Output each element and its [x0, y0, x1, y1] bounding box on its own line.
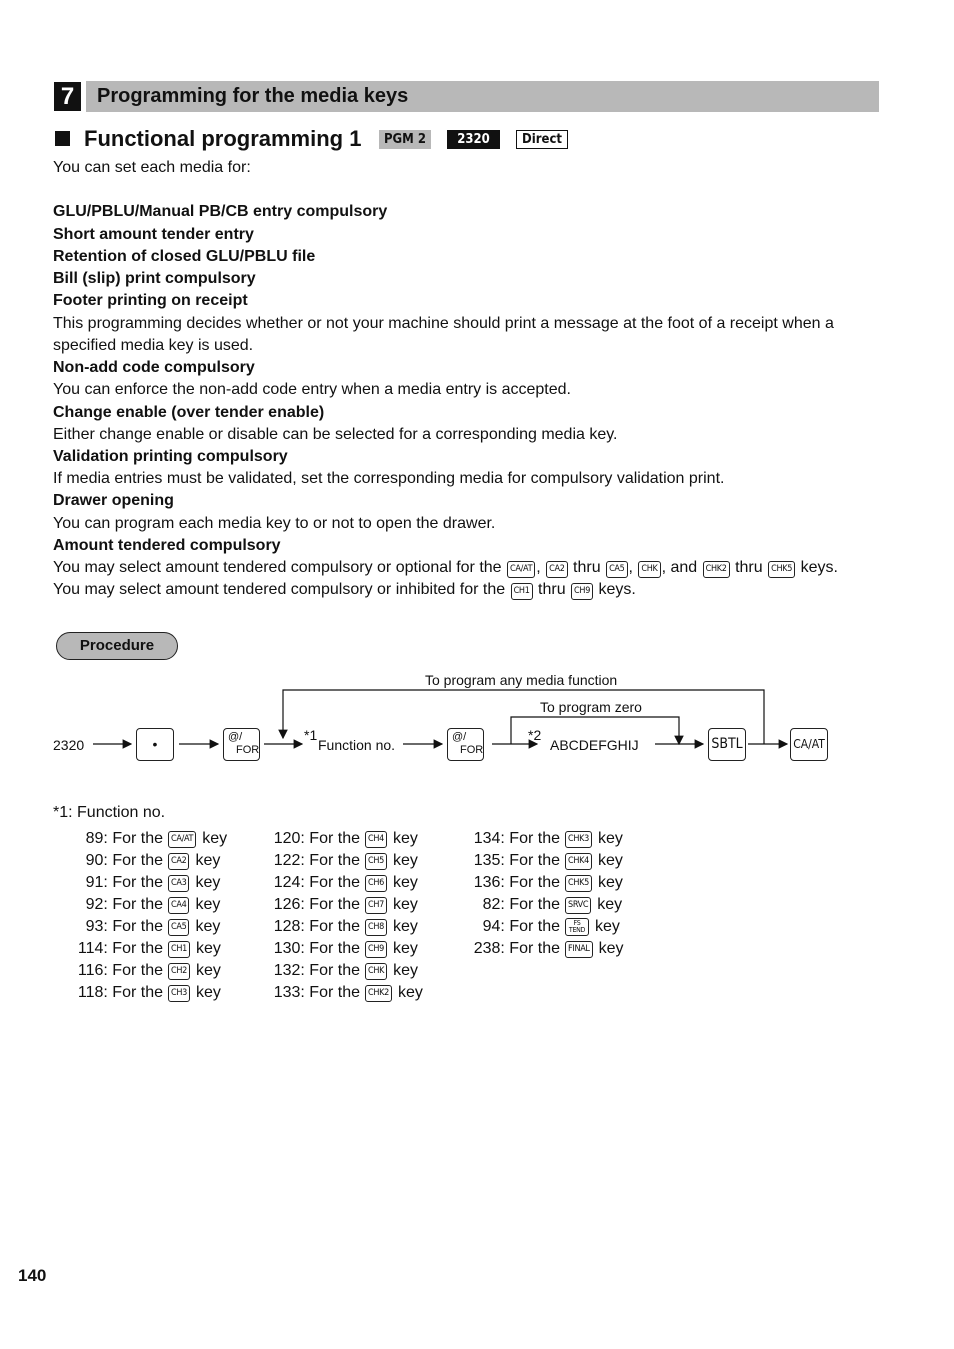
- media-key-icon: CA3: [168, 875, 189, 892]
- subsection-title: Functional programming 1: [84, 126, 362, 151]
- function-row: [53, 828, 233, 850]
- sbtl-key-icon: SBTL: [708, 728, 746, 761]
- media-key-icon: CA4: [168, 897, 189, 914]
- function-row: [250, 960, 430, 982]
- media-key-icon: CH9: [365, 941, 387, 958]
- function-number: 94: For the: [482, 918, 560, 935]
- function-list-column: [250, 828, 430, 1004]
- function-suffix: key: [598, 940, 624, 957]
- function-row: [450, 828, 630, 850]
- function-suffix: key: [393, 874, 418, 891]
- loop-label-zero: To program zero: [540, 699, 642, 715]
- function-number: 130: For the: [273, 940, 360, 957]
- function-suffix: key: [393, 940, 418, 957]
- function-row: [53, 982, 233, 1004]
- function-number: 90: For the: [85, 852, 163, 869]
- function-row: [250, 850, 430, 872]
- amount-line-2: You may select amount tendered compulsory or inhibited for the CH1 thru CH9 keys.: [53, 581, 636, 598]
- mode-tag-code: 2320: [447, 130, 500, 149]
- page-number: 140: [18, 1266, 47, 1285]
- loop-label-any: To program any media function: [425, 672, 618, 688]
- item-text: If media entries must be validated, set the corresponding media for compulsory validation print.: [53, 470, 725, 487]
- procedure-label: Procedure: [56, 632, 178, 660]
- ca-at-key-icon: CA/AT: [507, 561, 535, 578]
- abc-label: ABCDEFGHIJ: [550, 737, 639, 753]
- function-row: [53, 872, 233, 894]
- function-row: [250, 916, 430, 938]
- dot-key-icon: •: [136, 728, 174, 761]
- chk-key-icon: CHK: [638, 561, 660, 578]
- function-suffix: key: [202, 830, 228, 847]
- note1-mark: *1: [304, 727, 318, 743]
- function-suffix: key: [393, 896, 418, 913]
- function-number: 126: For the: [273, 896, 360, 913]
- media-key-icon: CA5: [168, 919, 189, 936]
- media-key-icon: CH3: [168, 985, 190, 1002]
- item-heading: Footer printing on receipt: [53, 292, 248, 309]
- item-text: This programming decides whether or not your machine should print a message at the foot of a receipt when a: [53, 315, 834, 332]
- item-heading: GLU/PBLU/Manual PB/CB entry compulsory: [53, 203, 388, 220]
- function-suffix: key: [196, 940, 221, 957]
- function-suffix: key: [598, 830, 623, 847]
- function-suffix: key: [598, 874, 623, 891]
- function-row: [250, 872, 430, 894]
- function-row: [53, 894, 233, 916]
- item-heading: Short amount tender entry: [53, 226, 254, 243]
- media-key-icon: FINAL: [565, 941, 593, 958]
- function-suffix: key: [195, 852, 221, 869]
- item-heading: Retention of closed GLU/PBLU file: [53, 248, 316, 265]
- media-key-icon: CH4: [365, 831, 387, 848]
- function-suffix: key: [393, 830, 418, 847]
- function-number: 124: For the: [273, 874, 360, 891]
- function-number: 116: For the: [77, 962, 163, 979]
- function-number: 118: For the: [77, 984, 163, 1001]
- function-number: 91: For the: [85, 874, 163, 891]
- function-list-column: [53, 828, 233, 1004]
- chk2-key-icon: CHK2: [703, 561, 730, 578]
- media-key-icon: CHK: [365, 963, 387, 980]
- media-key-icon: CH1: [168, 941, 190, 958]
- function-number: 134: For the: [473, 830, 560, 847]
- section-title: Programming for the media keys: [97, 85, 409, 107]
- function-suffix: key: [393, 852, 418, 869]
- function-number: 136: For the: [473, 874, 560, 891]
- note2-mark: *2: [528, 727, 542, 743]
- function-suffix: key: [598, 852, 623, 869]
- function-number: 132: For the: [273, 962, 360, 979]
- function-suffix: key: [393, 918, 418, 935]
- function-suffix: key: [195, 896, 221, 913]
- bullet-square-icon: [55, 131, 70, 146]
- function-list-column: [450, 828, 630, 960]
- function-number: 128: For the: [273, 918, 360, 935]
- function-row: [53, 916, 233, 938]
- function-number: 89: For the: [85, 830, 163, 847]
- ch1-key-icon: CH1: [511, 583, 533, 600]
- ca2-key-icon: CA2: [546, 561, 567, 578]
- function-row: [250, 894, 430, 916]
- start-code: 2320: [53, 737, 85, 753]
- section-number: 7: [54, 82, 81, 111]
- function-number: 93: For the: [85, 918, 163, 935]
- function-number: 135: For the: [473, 852, 560, 869]
- function-number: 238: For the: [473, 940, 560, 957]
- function-suffix: key: [196, 984, 221, 1001]
- media-key-icon: CHK3: [565, 831, 592, 848]
- item-text: You can enforce the non-add code entry when a media entry is accepted.: [53, 381, 571, 398]
- media-key-icon: CHK5: [565, 875, 592, 892]
- item-heading: Drawer opening: [53, 492, 174, 509]
- function-no-note: *1: Function no.: [53, 804, 166, 821]
- media-key-icon: CH5: [365, 853, 387, 870]
- function-number: 114: For the: [77, 940, 163, 957]
- function-row: [450, 894, 630, 916]
- function-number: 122: For the: [273, 852, 360, 869]
- function-suffix: key: [398, 984, 423, 1001]
- item-heading: Non-add code compulsory: [53, 359, 255, 376]
- ca-at-key-icon: CA/AT: [790, 728, 828, 761]
- function-suffix: key: [595, 918, 620, 935]
- amount-line-1: You may select amount tendered compulsory or optional for the CA/AT , CA2 thru CA5 , CHK , and CHK2 thru CHK5 keys.: [53, 559, 838, 576]
- function-suffix: key: [195, 874, 221, 891]
- media-key-icon: CH6: [365, 875, 387, 892]
- function-row: [53, 850, 233, 872]
- media-key-icon: CA/AT: [168, 831, 196, 848]
- mode-tag-direct: Direct: [516, 130, 568, 149]
- item-text: specified media key is used.: [53, 337, 254, 354]
- media-key-icon: FS TEND: [565, 918, 589, 936]
- function-suffix: key: [195, 918, 221, 935]
- function-number: 82: For the: [482, 896, 560, 913]
- function-suffix: key: [597, 896, 623, 913]
- mode-tag-pgm: PGM 2: [379, 130, 431, 149]
- for-key-icon: @/ FOR: [447, 728, 484, 761]
- for-key-icon: @/ FOR: [223, 728, 260, 761]
- chk5-key-icon: CHK5: [768, 561, 795, 578]
- function-row: [53, 960, 233, 982]
- function-suffix: key: [196, 962, 221, 979]
- media-key-icon: CH7: [365, 897, 387, 914]
- function-number: 120: For the: [273, 830, 360, 847]
- item-heading: Bill (slip) print compulsory: [53, 270, 256, 287]
- function-row: [450, 872, 630, 894]
- media-key-icon: CHK4: [565, 853, 592, 870]
- intro-text: You can set each media for:: [53, 159, 251, 176]
- media-key-icon: CH8: [365, 919, 387, 936]
- function-row: [250, 828, 430, 850]
- item-heading: Validation printing compulsory: [53, 448, 288, 465]
- item-heading: Change enable (over tender enable): [53, 404, 325, 421]
- function-number: 133: For the: [273, 984, 360, 1001]
- function-suffix: key: [393, 962, 419, 979]
- item-text: Either change enable or disable can be selected for a corresponding media key.: [53, 426, 618, 443]
- function-row: [450, 916, 630, 938]
- media-key-icon: CHK2: [365, 985, 392, 1002]
- media-key-icon: CA2: [168, 853, 189, 870]
- item-text: You can program each media key to or not to open the drawer.: [53, 515, 496, 532]
- item-heading: Amount tendered compulsory: [53, 537, 281, 554]
- function-row: [250, 982, 430, 1004]
- function-row: [450, 850, 630, 872]
- function-row: [53, 938, 233, 960]
- function-row: [450, 938, 630, 960]
- ch9-key-icon: CH9: [571, 583, 593, 600]
- function-no-label: Function no.: [318, 737, 396, 753]
- media-key-icon: SRVC: [565, 897, 591, 914]
- ca5-key-icon: CA5: [606, 561, 627, 578]
- function-row: [250, 938, 430, 960]
- function-number: 92: For the: [85, 896, 163, 913]
- media-key-icon: CH2: [168, 963, 190, 980]
